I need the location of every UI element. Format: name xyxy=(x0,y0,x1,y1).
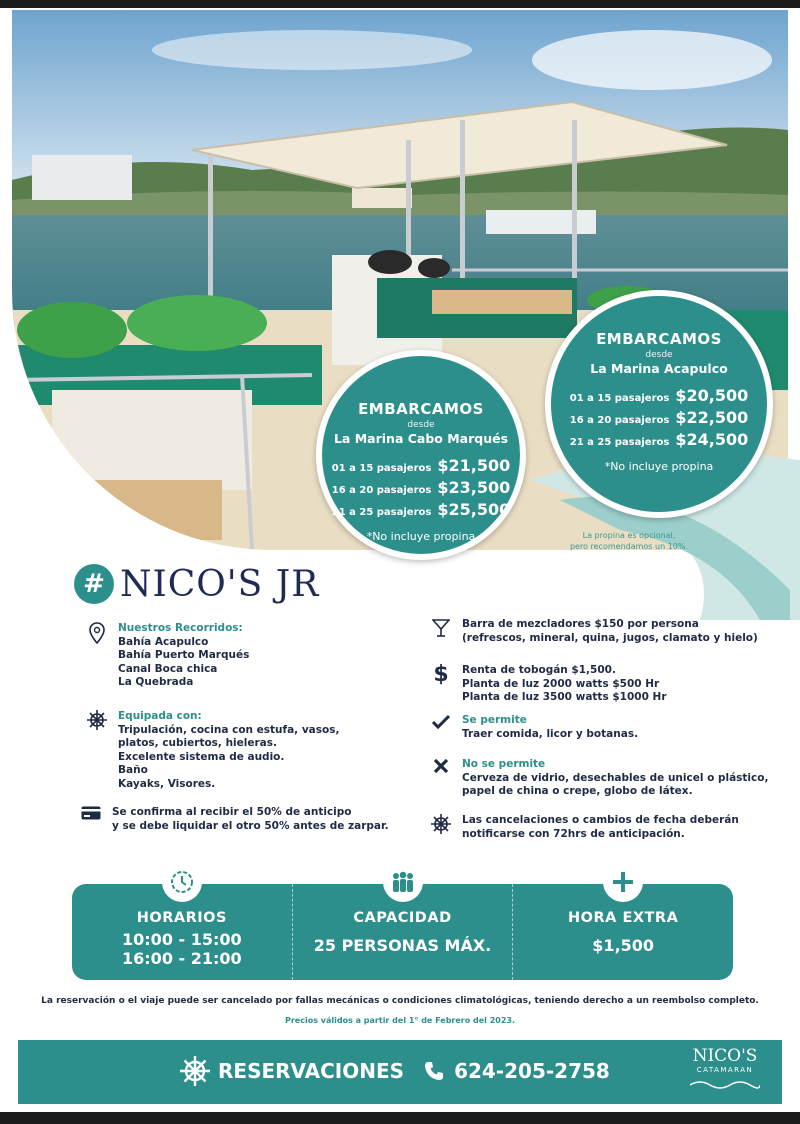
item-recorridos xyxy=(86,622,249,690)
price-range: 01 a 15 pasajeros xyxy=(569,393,670,404)
permite-heading: Se permite xyxy=(462,714,527,726)
cancelaciones-line: Las cancelaciones o cambios de fecha deberán xyxy=(462,814,739,826)
footer-bar xyxy=(18,1040,782,1104)
anticipo-line: Se confirma al recibir el 50% de anticipo xyxy=(112,806,352,818)
anticipo-line: y se debe liquidar el otro 50% antes de zarpar. xyxy=(112,819,389,832)
dollar-sign-icon: $ xyxy=(433,662,449,687)
recorridos-heading: Nuestros Recorridos: xyxy=(118,622,243,634)
ship-wheel-icon xyxy=(180,1056,210,1086)
bottom-border xyxy=(0,1112,800,1124)
price-row xyxy=(551,408,767,430)
item-no-permite xyxy=(430,758,768,799)
footer-brand-sub: CATAMARAN xyxy=(696,1066,754,1074)
propina-line: pero recomendamos un 10%. xyxy=(569,542,689,551)
group-icon xyxy=(383,862,423,902)
barra-line: Barra de mezcladores $150 por persona xyxy=(462,618,699,630)
item-barra xyxy=(430,618,758,645)
price-range: 01 a 15 pasajeros xyxy=(331,463,432,474)
bubble-title: EMBARCAMOS xyxy=(358,400,484,418)
price-value: $24,500 xyxy=(675,430,749,449)
price-range: 21 a 25 pasajeros xyxy=(569,437,670,448)
disclaimer-text: La reservación o el viaje puede ser cancelado por fallas mecánicas o condiciones climatológicas, teniendo derecho a un reembolso completo. xyxy=(41,996,759,1006)
propina-note xyxy=(554,530,704,552)
capacidad-title: CAPACIDAD xyxy=(353,910,452,926)
bubble-note: *No incluye propina xyxy=(366,530,476,543)
price-value: $25,500 xyxy=(437,500,511,519)
no-permite-line: Cerveza de vidrio, desechables de unicel o plástico, xyxy=(462,771,769,784)
hora-extra-title: HORA EXTRA xyxy=(568,910,679,926)
ship-wheel-icon xyxy=(430,814,452,841)
equipada-line: Tripulación, cocina con estufa, vasos, xyxy=(118,723,340,736)
reservations-phone[interactable]: 624-205-2758 xyxy=(454,1059,610,1083)
hora-extra-value: $1,500 xyxy=(592,936,655,955)
horario-line: 16:00 - 21:00 xyxy=(122,949,242,968)
renta-line: Planta de luz 3500 watts $1000 Hr xyxy=(462,691,667,703)
ship-wheel-icon xyxy=(86,710,108,791)
wave-icon xyxy=(690,1079,760,1089)
info-horarios xyxy=(72,884,292,980)
price-range: 16 a 20 pasajeros xyxy=(569,415,670,426)
recorridos-line: Bahía Acapulco xyxy=(118,635,209,648)
equipada-line: Kayaks, Visores. xyxy=(118,777,216,790)
price-value: $23,500 xyxy=(437,478,511,497)
no-permite-line: papel de china o crepe, globo de látex. xyxy=(462,785,693,797)
brand-logo xyxy=(74,562,319,606)
logo-name: NICO'S JR xyxy=(120,563,320,605)
bubble-desde: desde xyxy=(407,420,435,430)
check-icon xyxy=(430,714,452,741)
bubble-desde: desde xyxy=(645,350,673,360)
item-renta xyxy=(430,664,667,705)
equipada-line: Baño xyxy=(118,764,148,776)
price-row xyxy=(551,430,767,452)
footer-logo xyxy=(680,1046,770,1093)
item-se-permite xyxy=(430,714,638,741)
equipada-line: Excelente sistema de audio. xyxy=(118,750,285,763)
bubble-title: EMBARCAMOS xyxy=(596,330,722,348)
price-row xyxy=(322,500,520,522)
capacidad-value: 25 PERSONAS MÁX. xyxy=(313,936,492,955)
recorridos-line: La Quebrada xyxy=(118,676,194,688)
cocktail-glass-icon xyxy=(430,618,452,645)
logo-hash-badge: # xyxy=(74,564,114,604)
bubble-place: La Marina Acapulco xyxy=(590,361,728,376)
credit-card-icon xyxy=(80,806,102,833)
price-bubble-marina-acapulco xyxy=(545,290,773,518)
close-icon xyxy=(430,758,452,799)
recorridos-line: Canal Boca chica xyxy=(118,662,218,675)
price-range: 21 a 25 pasajeros xyxy=(331,507,432,518)
plus-icon xyxy=(603,862,643,902)
location-pin-icon xyxy=(86,622,108,690)
item-anticipo xyxy=(80,806,389,833)
bubble-place: La Marina Cabo Marqués xyxy=(333,431,509,446)
renta-line: Renta de tobogán $1,500. xyxy=(462,664,616,676)
phone-icon xyxy=(424,1061,444,1081)
permite-line: Traer comida, licor y botanas. xyxy=(462,727,639,740)
info-capacidad xyxy=(292,884,513,980)
equipada-line: platos, cubiertos, hieleras. xyxy=(118,737,277,749)
barra-line: (refrescos, mineral, quina, jugos, clamato y hielo) xyxy=(462,631,758,644)
reservations-line xyxy=(180,1056,610,1086)
horario-line: 10:00 - 15:00 xyxy=(122,930,242,949)
info-bar xyxy=(72,884,733,980)
equipada-heading: Equipada con: xyxy=(118,710,202,722)
bubble-note: *No incluye propina xyxy=(604,460,714,473)
price-row xyxy=(322,478,520,500)
price-range: 16 a 20 pasajeros xyxy=(331,485,432,496)
price-value: $22,500 xyxy=(675,408,749,427)
item-cancelaciones xyxy=(430,814,739,841)
cancelaciones-line: notificarse con 72hrs de anticipación. xyxy=(462,827,685,840)
recorridos-line: Bahía Puerto Marqués xyxy=(118,649,250,661)
valid-prices-text: Precios válidos a partir del 1° de Febrero del 2023. xyxy=(284,1016,516,1025)
price-row xyxy=(322,456,520,478)
renta-line: Planta de luz 2000 watts $500 Hr xyxy=(462,677,660,690)
top-border xyxy=(0,0,800,8)
item-equipada xyxy=(86,710,339,791)
propina-line: La propina es opcional, xyxy=(582,531,676,540)
reservations-label: RESERVACIONES xyxy=(218,1059,405,1083)
clock-icon xyxy=(162,862,202,902)
footer-brand-name: NICO'S xyxy=(692,1046,758,1066)
horarios-title: HORARIOS xyxy=(136,910,227,926)
price-value: $20,500 xyxy=(675,386,749,405)
no-permite-heading: No se permite xyxy=(462,758,546,770)
info-hora-extra xyxy=(512,884,733,980)
price-row xyxy=(551,386,767,408)
price-value: $21,500 xyxy=(437,456,511,475)
price-bubble-cabo-marques xyxy=(316,350,526,560)
